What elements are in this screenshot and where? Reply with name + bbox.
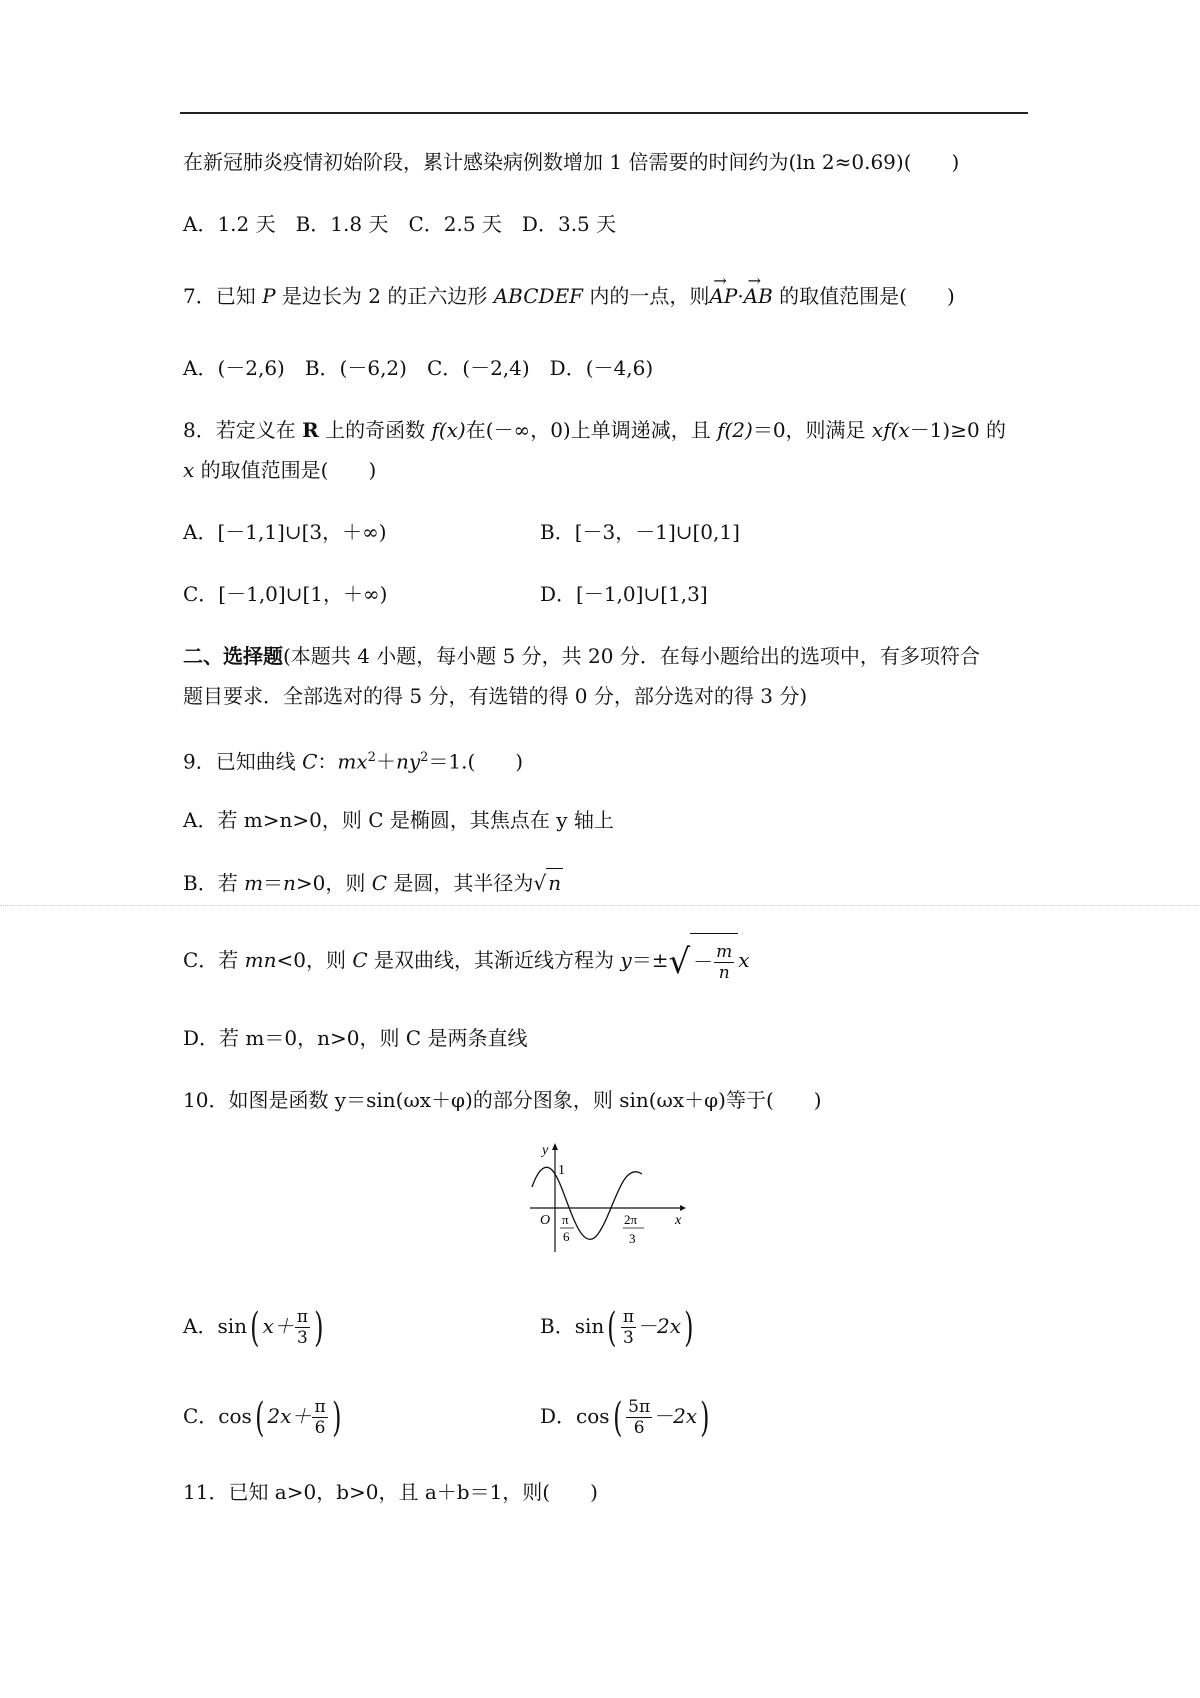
q10-option-a: A．sin( x＋ $\frac{\pi}{3}$ ) xyxy=(183,1304,324,1351)
q9-stem: 9．已知曲线 C：$mx^2+ny^2=1$.( ) xyxy=(183,749,524,774)
graph-one-label: 1 xyxy=(558,1163,565,1178)
section2-desc: 题目要求．全部选对的得 5 分，有选错的得 0 分，部分选对的得 3 分) xyxy=(183,684,808,708)
vector-ap: → AP xyxy=(709,282,737,310)
graph-two-pi-label: 2π xyxy=(624,1212,638,1227)
graph-pi-label: π xyxy=(562,1212,569,1227)
graph-six-label: 6 xyxy=(563,1229,570,1244)
q8-option-b: B．[－3，－1]∪[0,1] xyxy=(540,520,740,544)
q10-option-c: C．cos( 2x＋ $\frac{\pi}{6}$ ) xyxy=(183,1394,342,1441)
graph-y-label: y xyxy=(542,1143,549,1158)
x-axis-arrow xyxy=(680,1205,686,1211)
q7-stem: 7．已知 P 是边长为 2 的正六边形 ABCDEF 内的一点，则→ AP·→ AB 的取值范围是( ) xyxy=(183,282,955,310)
q11-stem: 11．已知 a>0，b>0，且 a＋b＝1，则( ) xyxy=(183,1480,598,1504)
header-rule xyxy=(180,112,1028,114)
q8-option-c: C．[－1,0]∪[1，＋∞) xyxy=(183,582,388,606)
q9-option-b: B．若 m＝n>0，则 C 是圆，其半径为√ n xyxy=(183,868,563,897)
q6-stem: 在新冠肺炎疫情初始阶段，累计感染病例数增加 1 倍需要的时间约为(ln 2≈0.69)( ) xyxy=(183,150,960,174)
q8-stem-line2: x 的取值范围是( ) xyxy=(183,458,377,482)
q8-option-a: A．[－1,1]∪[3，＋∞) xyxy=(183,520,387,544)
graph-three-label: 3 xyxy=(629,1231,636,1246)
sine-graph xyxy=(520,1140,690,1260)
q9-option-c: C．若 mn<0，则 C 是双曲线，其渐近线方程为 y＝± √ － $\frac{m}{n}$ x xyxy=(183,932,750,990)
q8-option-d: D．[－1,0]∪[1,3] xyxy=(540,582,708,606)
sine-curve xyxy=(532,1167,642,1239)
q10-stem: 10．如图是函数 y＝sin(ωx＋φ)的部分图象，则 sin(ωx＋φ)等于( ) xyxy=(183,1088,822,1112)
q10-option-d: D．cos( $\frac{5\pi}{6}$ －2x) xyxy=(540,1394,710,1441)
vector-ab: → AB xyxy=(744,282,773,310)
q9-option-d: D．若 m＝0，n>0，则 C 是两条直线 xyxy=(183,1026,528,1050)
q9-option-a: A．若 m>n>0，则 C 是椭圆，其焦点在 y 轴上 xyxy=(183,808,614,832)
page-divider xyxy=(0,905,1200,906)
q7-options: A．(－2,6) B．(－6,2) C．(－2,4) D．(－4,6) xyxy=(183,356,654,380)
graph-x-label: x xyxy=(675,1213,682,1228)
q10-option-b: B．sin( $\frac{\pi}{3}$ －2x) xyxy=(540,1304,694,1351)
y-axis-arrow xyxy=(552,1143,558,1150)
q8-stem-line1: 8．若定义在 R 上的奇函数 f(x)在(－∞，0)上单调递减，且 f(2)＝0，则满足 xf(x－1)≥0 的 xyxy=(183,418,1007,442)
section2-heading: 二、选择题(本题共 4 小题，每小题 5 分，共 20 分．在每小题给出的选项中，有多项符合 xyxy=(183,644,980,668)
graph-origin-label: O xyxy=(540,1213,551,1228)
q6-options: A．1.2 天 B．1.8 天 C．2.5 天 D．3.5 天 xyxy=(183,212,617,236)
